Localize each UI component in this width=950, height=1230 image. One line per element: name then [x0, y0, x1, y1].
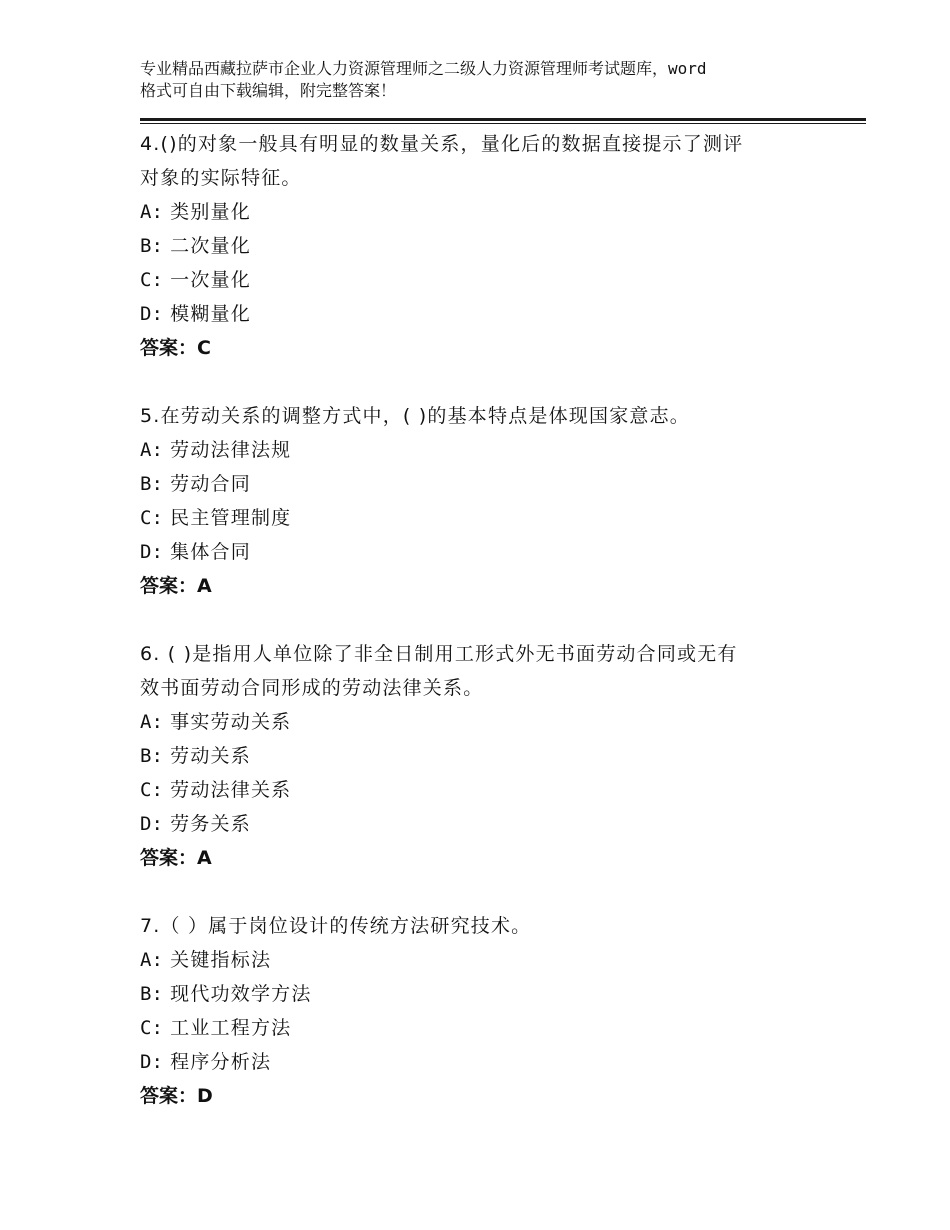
option-key: A: [140, 711, 163, 733]
answer-label: 答案：D [140, 1085, 213, 1107]
option-key: C: [140, 507, 163, 529]
stem-line: 7.（ ）属于岗位设计的传统方法研究技术。 [140, 915, 532, 937]
option-b [140, 977, 840, 1011]
option-key: B: [140, 745, 163, 767]
option-text: 程序分析法 [170, 1051, 272, 1073]
option-text: 劳动法律法规 [170, 439, 292, 461]
option-b [140, 229, 840, 263]
option-key: B: [140, 235, 163, 257]
question-stem [140, 127, 840, 195]
stem-line: 对象的实际特征。 [140, 167, 302, 189]
option-b [140, 467, 840, 501]
header-divider-thin [140, 123, 866, 124]
option-key: C: [140, 269, 163, 291]
option-text: 一次量化 [170, 269, 251, 291]
question-4 [140, 127, 840, 365]
option-key: D: [140, 813, 163, 835]
question-stem [140, 637, 840, 705]
answer-label: 答案：A [140, 575, 212, 597]
option-key: B: [140, 983, 163, 1005]
option-text: 集体合同 [170, 541, 251, 563]
header-divider-thick [140, 118, 866, 121]
option-key: D: [140, 541, 163, 563]
header-line-2: 格式可自由下载编辑，附完整答案！ [140, 81, 397, 100]
option-text: 现代功效学方法 [170, 983, 312, 1005]
option-key: B: [140, 473, 163, 495]
option-text: 劳动法律关系 [170, 779, 292, 801]
option-text: 关键指标法 [170, 949, 272, 971]
question-stem [140, 399, 840, 433]
stem-line: 5.在劳动关系的调整方式中，( )的基本特点是体现国家意志。 [140, 405, 690, 427]
option-a [140, 705, 840, 739]
option-text: 劳动关系 [170, 745, 251, 767]
stem-line: 6. ( )是指用人单位除了非全日制用工形式外无书面劳动合同或无有 [140, 643, 738, 665]
option-text: 劳动合同 [170, 473, 251, 495]
header-line-1: 专业精品西藏拉萨市企业人力资源管理师之二级人力资源管理师考试题库，word [140, 59, 707, 78]
option-c [140, 773, 840, 807]
option-key: D: [140, 303, 163, 325]
option-text: 劳务关系 [170, 813, 251, 835]
question-6 [140, 637, 840, 875]
option-text: 民主管理制度 [170, 507, 292, 529]
option-c [140, 1011, 840, 1045]
option-b [140, 739, 840, 773]
option-key: A: [140, 439, 163, 461]
option-key: C: [140, 1017, 163, 1039]
answer-label: 答案：C [140, 337, 211, 359]
option-text: 类别量化 [170, 201, 251, 223]
question-7 [140, 909, 840, 1113]
document-header [140, 58, 865, 102]
option-c [140, 263, 840, 297]
option-key: A: [140, 201, 163, 223]
option-c [140, 501, 840, 535]
question-5 [140, 399, 840, 603]
option-key: A: [140, 949, 163, 971]
option-text: 二次量化 [170, 235, 251, 257]
question-stem [140, 909, 840, 943]
stem-line: 4.()的对象一般具有明显的数量关系，量化后的数据直接提示了测评 [140, 133, 744, 155]
option-a [140, 195, 840, 229]
option-key: C: [140, 779, 163, 801]
question-list [140, 127, 840, 1113]
option-d [140, 807, 840, 841]
option-text: 工业工程方法 [170, 1017, 292, 1039]
option-a [140, 943, 840, 977]
option-d [140, 297, 840, 331]
option-d [140, 535, 840, 569]
option-text: 事实劳动关系 [170, 711, 292, 733]
answer-label: 答案：A [140, 847, 212, 869]
stem-line: 效书面劳动合同形成的劳动法律关系。 [140, 677, 484, 699]
option-d [140, 1045, 840, 1079]
option-key: D: [140, 1051, 163, 1073]
option-a [140, 433, 840, 467]
option-text: 模糊量化 [170, 303, 251, 325]
